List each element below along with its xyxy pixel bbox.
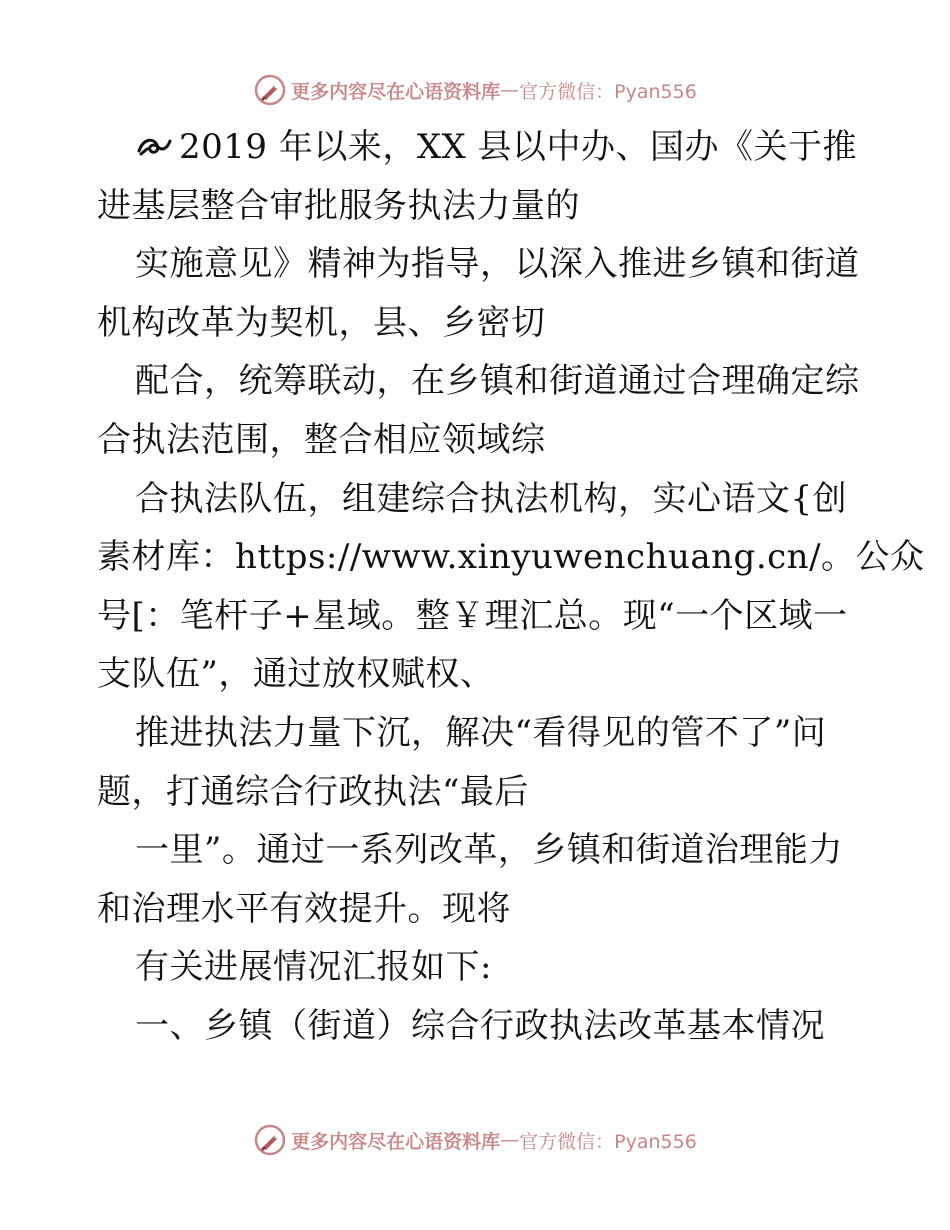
paragraph-line: 合执法队伍，组建综合执法机构，实心语文{创 [135,478,848,519]
paragraph-line: 有关进展情况汇报如下: [135,947,492,988]
document-body [97,118,925,1056]
watermark-contact-text: 官方微信：Pyan556 [519,80,697,103]
paragraph-line: 配合，统筹联动，在乡镇和街道通过合理确定综 [135,361,860,402]
paragraph-line: 支队伍”，通过放权赋权、 [97,654,495,695]
header-watermark [0,70,950,110]
paragraph-line: 机构改革为契机，县、乡密切 [97,302,546,343]
paragraph-line: 素材库：https://www.xinyuwenchuang.cn/。公众 [97,537,925,578]
paragraph-line: 号[：笔杆子+星域。整￥理汇总。现“一个区域一 [97,595,848,636]
paragraph-line: 推进执法力量下沉，解决“看得见的管不了”问 [135,712,827,753]
watermark-main-text: 更多内容尽在心语资料库 [291,1130,501,1153]
paragraph-line: 合执法范围，整合相应领域综 [97,419,546,460]
paragraph-line: 实施意见》精神为指导，以深入推进乡镇和街道 [135,244,860,285]
pen-nib-circle-icon [253,73,287,107]
paragraph-line: 进基层整合审批服务执法力量的 [97,185,580,226]
pen-nib-circle-icon [253,1123,287,1157]
paragraph-line: 2019 年以来，XX 县以中办、国办《关于推 [97,118,857,177]
paragraph-line: 和治理水平有效提升。现将 [97,888,511,929]
watermark-separator: — [500,1129,520,1151]
watermark-separator: — [500,79,520,101]
footer-watermark [0,1120,950,1160]
flourish-icon [135,131,173,161]
paragraph-line: 题，打通综合行政执法“最后 [97,771,529,812]
watermark-contact-text: 官方微信：Pyan556 [519,1130,697,1153]
section-heading: 一、乡镇（街道）综合行政执法改革基本情况 [135,1005,825,1046]
paragraph-line: 一里”。通过一系列改革，乡镇和街道治理能力 [135,830,843,871]
watermark-main-text: 更多内容尽在心语资料库 [291,80,501,103]
